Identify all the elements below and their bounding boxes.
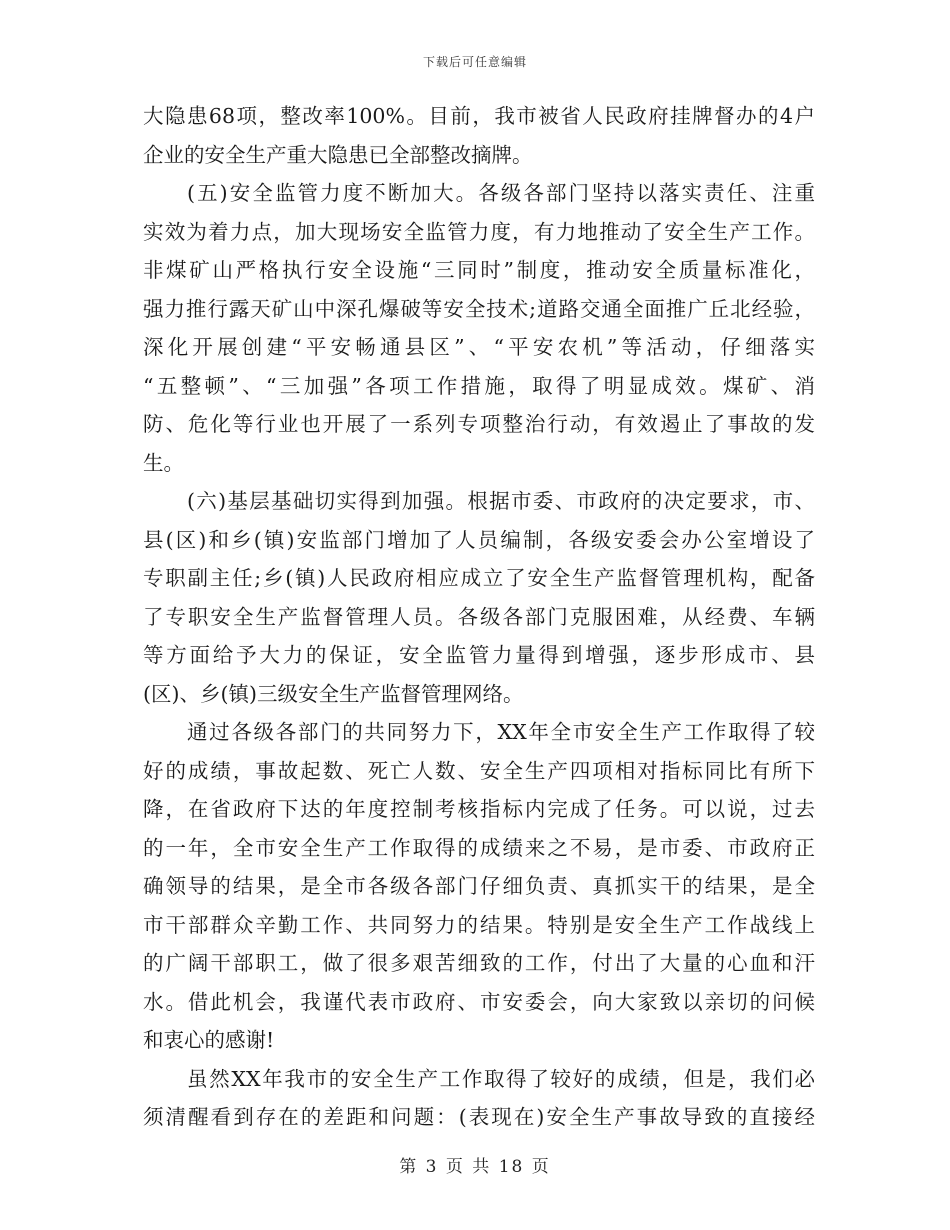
text-line: (五)安全监管力度不断加大。各级各部门坚持以落实责任、注重 bbox=[187, 181, 815, 205]
text-line: 深化开展创建“平安畅通县区”、“平安农机”等活动，仔细落实 bbox=[143, 335, 815, 359]
paragraph bbox=[143, 97, 815, 174]
paragraph bbox=[143, 1060, 815, 1137]
text-line: 县(区)和乡(镇)安监部门增加了人员编制，各级安委会办公室增设了 bbox=[143, 527, 815, 552]
text-line: 好的成绩，事故起数、死亡人数、安全生产四项相对指标同比有所下 bbox=[143, 758, 815, 783]
text-line: 水。借此机会，我谨代表市政府、市安委会，向大家致以亲切的问候 bbox=[143, 989, 815, 1014]
paragraph bbox=[143, 482, 815, 713]
text-line: 市干部群众辛勤工作、共同努力的结果。特别是安全生产工作战线上 bbox=[143, 912, 815, 937]
text-line: 等方面给予大力的保证，安全监管力量得到增强，逐步形成市、县 bbox=[143, 643, 815, 667]
text-line: 须清醒看到存在的差距和问题：(表现在)安全生产事故导致的直接经 bbox=[143, 1105, 815, 1129]
text-line: 防、危化等行业也开展了一系列专项整治行动，有效遏止了事故的发 bbox=[143, 412, 815, 436]
text-line: 非煤矿山严格执行安全设施“三同时”制度，推动安全质量标准化， bbox=[143, 258, 815, 282]
text-line: 企业的安全生产重大隐患已全部整改摘牌。 bbox=[143, 142, 533, 167]
text-line: 降，在省政府下达的年度控制考核指标内完成了任务。可以说，过去 bbox=[143, 797, 815, 821]
text-line: “五整顿”、“三加强”各项工作措施，取得了明显成效。煤矿、消 bbox=[143, 373, 815, 398]
text-line: 确领导的结果，是全市各级各部门仔细负责、真抓实干的结果，是全 bbox=[143, 874, 815, 898]
page-number: 第 3 页 共 18 页 bbox=[399, 1157, 551, 1177]
text-line: 大隐患68项，整改率100%。目前，我市被省人民政府挂牌督办的4户 bbox=[143, 104, 815, 128]
text-line: 强力推行露天矿山中深孔爆破等安全技术;道路交通全面推广丘北经验， bbox=[143, 296, 815, 321]
text-line: 的广阔干部职工，做了很多艰苦细致的工作，付出了大量的心血和汗 bbox=[143, 951, 815, 975]
paragraph bbox=[143, 713, 815, 1060]
document-body bbox=[143, 97, 815, 1137]
text-line: 生。 bbox=[143, 450, 184, 475]
paragraph bbox=[143, 174, 815, 482]
text-line: (六)基层基础切实得到加强。根据市委、市政府的决定要求，市、 bbox=[187, 489, 815, 513]
text-line: 专职副主任;乡(镇)人民政府相应成立了安全生产监督管理机构，配备 bbox=[143, 566, 815, 590]
text-line: 通过各级各部门的共同努力下，XX年全市安全生产工作取得了较 bbox=[187, 720, 815, 744]
text-line: 实效为着力点，加大现场安全监管力度，有力地推动了安全生产工作。 bbox=[143, 219, 815, 244]
text-line: (区)、乡(镇)三级安全生产监督管理网络。 bbox=[143, 681, 524, 706]
text-line: 的一年，全市安全生产工作取得的成绩来之不易，是市委、市政府正 bbox=[143, 835, 815, 860]
page-header-note: 下载后可任意编辑 bbox=[422, 55, 527, 69]
text-line: 虽然XX年我市的安全生产工作取得了较好的成绩，但是，我们必 bbox=[187, 1066, 815, 1091]
text-line: 了专职安全生产监督管理人员。各级各部门克服困难，从经费、车辆 bbox=[143, 604, 815, 629]
text-line: 和衷心的感谢! bbox=[143, 1028, 275, 1052]
